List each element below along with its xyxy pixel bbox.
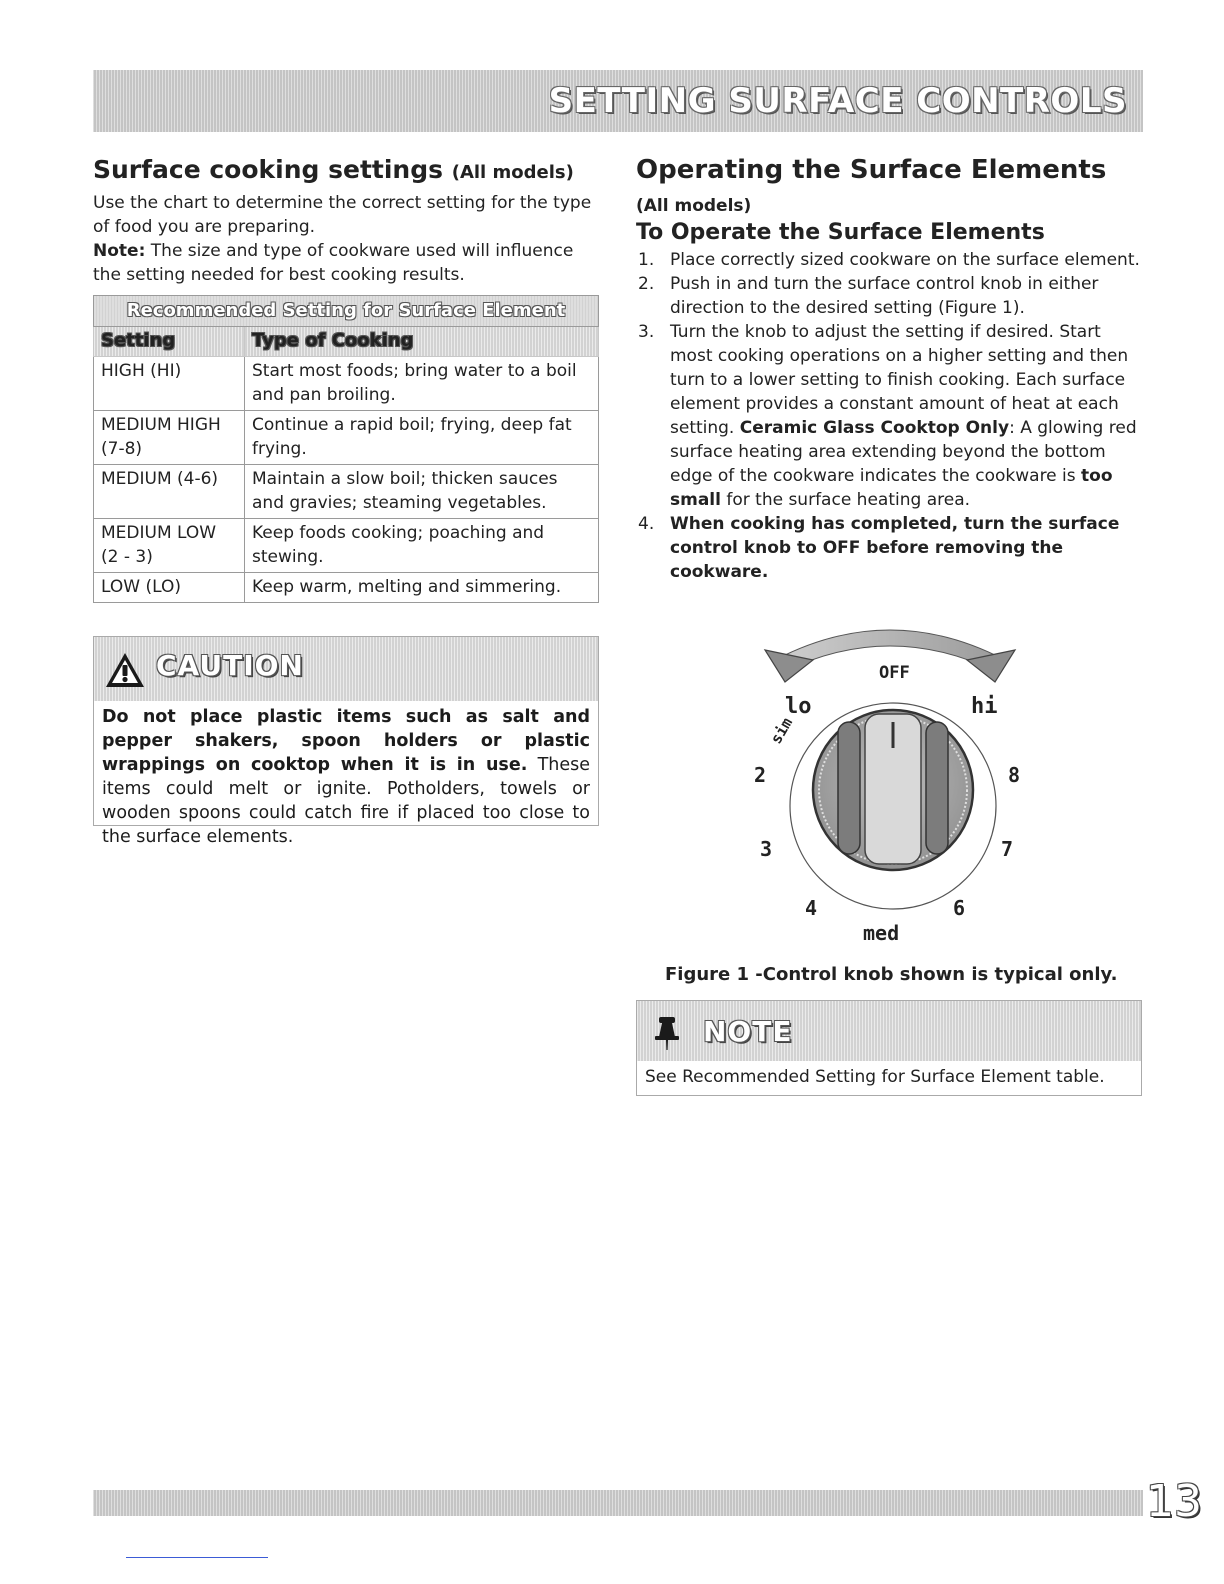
setting-cell: MEDIUM HIGH (7-8): [94, 411, 245, 465]
steps-list: [636, 248, 1146, 584]
table-title-cell: [94, 296, 599, 327]
step-text: Turn the knob to adjust the setting if desired. Start most cooking operations on a higher setting and then turn to a lower setting to finish cooking. Each surface element provides a constant amount of heat at each setting.: [670, 322, 1129, 438]
control-knob-figure: [735, 610, 1055, 955]
knob-label-6: 6: [953, 896, 966, 920]
table-row: [94, 357, 599, 411]
footer-band: [93, 1490, 1143, 1516]
table-row: [94, 465, 599, 519]
settings-table: [93, 295, 599, 603]
steps-heading: To Operate the Surface Elements: [636, 220, 1045, 245]
list-item: [636, 248, 1146, 272]
step-number: 2.: [638, 274, 655, 294]
step-bold-text: When cooking has completed, turn the surface control knob to OFF before removing the cookware.: [670, 514, 1120, 582]
caution-plain-text: These items could melt or ignite. Potholders, towels or wooden spoons could catch fire if placed too close to the surface elements.: [102, 755, 590, 847]
type-cell: Continue a rapid boil; frying, deep fat frying.: [245, 411, 599, 465]
caution-title: CAUTION: [156, 649, 304, 682]
knob-label-lo: lo: [785, 694, 812, 719]
caution-text: [94, 701, 598, 849]
list-item: [636, 512, 1146, 584]
step-text: for the surface heating area.: [720, 490, 971, 510]
note-box: [636, 1000, 1142, 1096]
page-title: SETTING SURFACE CONTROLS: [548, 81, 1127, 121]
col-type-header: Type of Cooking: [245, 327, 599, 357]
knob-label-8: 8: [1008, 763, 1021, 787]
step-text: Place correctly sized cookware on the surface element.: [670, 250, 1140, 270]
header-band: [93, 70, 1143, 132]
step-bold-text: too small: [670, 466, 1113, 510]
list-item: [636, 272, 1146, 320]
table-row: [94, 573, 599, 603]
type-cell: Keep foods cooking; poaching and stewing.: [245, 519, 599, 573]
table-row: [94, 519, 599, 573]
col-setting-header: Setting: [94, 327, 245, 357]
setting-cell: MEDIUM (4-6): [94, 465, 245, 519]
setting-cell: LOW (LO): [94, 573, 245, 603]
note-paragraph: [93, 239, 601, 287]
pushpin-icon: [651, 1015, 683, 1051]
type-cell: Keep warm, melting and simmering.: [245, 573, 599, 603]
surface-cooking-section: [93, 152, 601, 287]
caution-bold-text: Do not place plastic items such as salt and pepper shakers, spoon holders or plastic wrappings on cooktop when it is in use.: [102, 707, 590, 775]
step-text: : A glowing red surface heating area extending beyond the bottom edge of the cookware indicates the cookware is: [670, 418, 1137, 486]
surface-cooking-heading: [93, 152, 601, 191]
knob-label-2: 2: [754, 763, 767, 787]
operating-subheading: (All models): [636, 196, 752, 216]
table-row: [94, 411, 599, 465]
knob-label-sim: sim: [766, 714, 797, 747]
caution-header: [94, 637, 598, 701]
type-cell: Maintain a slow boil; thicken sauces and gravies; steaming vegetables.: [245, 465, 599, 519]
heading-suffix: (All models): [451, 162, 574, 183]
knob-label-off: OFF: [879, 663, 910, 683]
operating-heading: Operating the Surface Elements: [636, 155, 1107, 185]
table-title: Recommended Setting for Surface Element: [126, 300, 566, 321]
operating-section: [636, 152, 1146, 584]
step-text: Push in and turn the surface control knob in either direction to the desired setting (Figure 1).: [670, 274, 1099, 318]
list-item: [636, 320, 1146, 512]
step-bold-text: Ceramic Glass Cooktop Only: [739, 418, 1010, 438]
heading-text: Surface cooking settings: [93, 155, 443, 184]
knob-label-hi: hi: [971, 694, 998, 719]
setting-cell: HIGH (HI): [94, 357, 245, 411]
type-cell: Start most foods; bring water to a boil and pan broiling.: [245, 357, 599, 411]
knob-label-med: med: [863, 921, 900, 945]
figure-caption: Figure 1 -Control knob shown is typical only.: [665, 964, 1118, 985]
table-header-row: [94, 327, 599, 357]
knob-label-3: 3: [760, 837, 773, 861]
step-number: 4.: [638, 514, 655, 534]
bottom-underline: [126, 1557, 268, 1558]
page-number: 13: [1146, 1476, 1202, 1527]
note-paragraph-text: The size and type of cookware used will influence the setting needed for best cooking results.: [93, 241, 574, 285]
knob-icon: [813, 710, 973, 870]
setting-cell: MEDIUM LOW (2 - 3): [94, 519, 245, 573]
note-header: [637, 1001, 1141, 1061]
step-number: 1.: [638, 250, 655, 270]
intro-text: Use the chart to determine the correct setting for the type of food you are preparing.: [93, 193, 592, 237]
knob-label-7: 7: [1001, 837, 1014, 861]
caution-box: [93, 636, 599, 847]
note-text: See Recommended Setting for Surface Element table.: [645, 1067, 1105, 1087]
step-number: 3.: [638, 322, 655, 342]
note-label: Note:: [93, 241, 146, 261]
knob-label-4: 4: [805, 896, 818, 920]
note-title: NOTE: [703, 1015, 793, 1048]
warning-triangle-icon: [104, 651, 146, 689]
